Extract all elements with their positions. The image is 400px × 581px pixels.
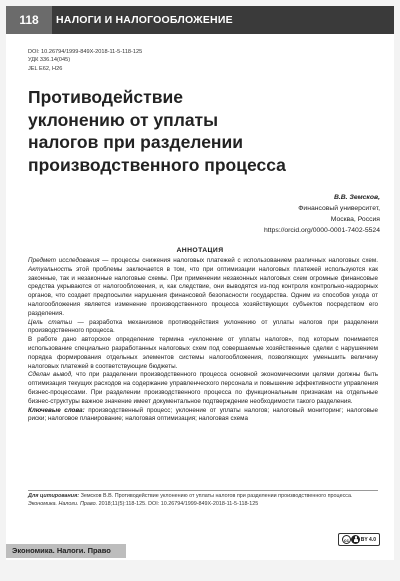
abstract-paragraph [28, 319, 378, 337]
article-metadata [28, 48, 142, 73]
citation-label: Для цитирования: [28, 493, 80, 499]
author-block [120, 192, 380, 236]
abstract-text: — процессы снижения налоговых платежей с использованием различных налоговых схем. [99, 257, 378, 264]
abstract-heading: АННОТАЦИЯ [176, 247, 224, 254]
conclusion-label: Сделан вывод, [28, 371, 73, 379]
abstract-paragraph [28, 257, 378, 319]
title-line: Противодействие [28, 87, 183, 107]
cc-license-badge[interactable] [338, 533, 380, 546]
abstract-paragraph [28, 371, 378, 406]
citation-text: Земсков В.В. Противодействие уклонению от уплаты налогов при разделении производственного процесса. [79, 493, 353, 499]
author-affiliation: Финансовый университет, [298, 205, 380, 212]
subject-label: Предмет исследования [28, 257, 100, 264]
abstract-text: — разработка механизмов противодействия уклонению от уплаты налогов при разделении производственного процесса. [28, 318, 378, 335]
journal-footer-tab: Экономика. Налоги. Право [6, 544, 126, 558]
udc-line: УДК 336.14(045) [28, 57, 71, 64]
title-line: уклонению от уплаты [28, 109, 219, 130]
citation-block [28, 493, 378, 508]
section-title: НАЛОГИ И НАЛОГООБЛОЖЕНИЕ [56, 14, 233, 26]
author-orcid-link[interactable]: https://orcid.org/0000-0001-7402-5524 [263, 227, 380, 234]
jel-line: JEL E62, H26 [28, 65, 63, 72]
cc-icon: cc [342, 535, 351, 544]
keywords-text: производственный процесс; уклонение от уплаты налогов; налоговый мониторинг; налоговые риски; налоговое планирование; налоговая оптимизация; налоговая схема [28, 406, 378, 423]
citation-divider [28, 490, 378, 491]
abstract-paragraph: В работе дано авторское определение термина «уклонение от уплаты налогов», под которым понимается использование специально разработанных налоговых схем под совершаемые хозяйственные сделки с нарушением порядка формирования отдельных элементов системы налогообложения, позволяющих уменьшить величину налоговых платежей в соответствующие бюджеты. [28, 336, 378, 370]
author-name: В.В. Земсков, [333, 194, 380, 201]
relevance-label: Актуальность [28, 265, 73, 273]
abstract-text: этой проблемы заключается в том, что при оптимизации налоговых платежей используются как законные, так и незаконные налоговые схемы. При применении незаконных налоговых схем огромные финансовые средства укрываются от налогообложения, и, как следствие, они выводятся из-под контроля контрольно-надзорных органов, что создает предпосылки нарушения финансовой безопасности государства. Одним из способов ухода от налогообложения является изменение производственного процесса хозяйствующих субъектов посредством его разделения. [28, 265, 378, 317]
keywords-label: Ключевые слова: [28, 406, 85, 414]
article-title [28, 86, 378, 176]
aim-label: Цель статьи [28, 318, 73, 326]
title-line: производственного процесса [28, 154, 286, 175]
abstract-text: что при разделении производственного процесса основной экономическими целями должны быть оптимизация текущих расходов на содержание управленческого персонала и повышение эффективности управления бизнес-процессами. При разделении производственного процесса по функциональным признакам на отдельные бизнес-структуры важное значение имеет документальное подтверждение необходимости такого разделения. [28, 371, 379, 405]
page-number: 118 [6, 6, 52, 34]
title-line: налогов при разделении [28, 132, 244, 152]
license-label: BY 4.0 [360, 536, 376, 543]
citation-text: 2018;11(5):118-125. DOI: 10.26794/1999-849X-2018-11-5-118-125 [97, 500, 259, 507]
keywords [28, 407, 378, 425]
attribution-person-icon [351, 535, 360, 544]
abstract-body [28, 257, 378, 424]
doi-line[interactable]: DOI: 10.26794/1999-849X-2018-11-5-118-125 [28, 49, 143, 55]
citation-journal: Экономика. Налоги. Право. [28, 500, 98, 507]
page-header [6, 6, 394, 34]
journal-page [6, 6, 394, 560]
author-city: Москва, Россия [330, 216, 380, 223]
